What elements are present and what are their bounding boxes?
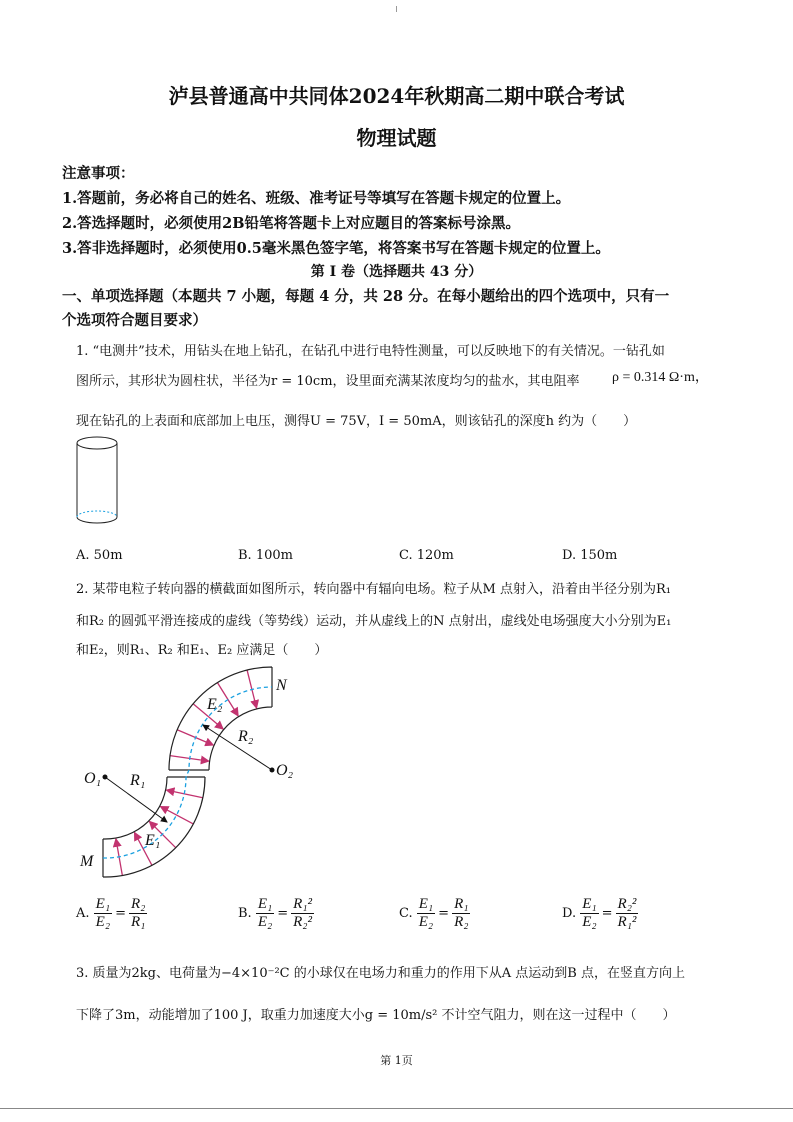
- section-heading: 一、单项选择题（本题共 7 小题，每题 4 分，共 28 分。在每小题给出的四个选项中，只有一: [62, 288, 670, 305]
- exam-subtitle: 物理试题: [356, 126, 437, 150]
- exam-title: 泸县普通高中共同体2024年秋期高二期中联合考试: [168, 84, 625, 108]
- label-o1: O₁: [84, 770, 102, 787]
- label-e2: E₂: [207, 696, 223, 713]
- page-bottom-line: [0, 1108, 793, 1109]
- fraction-r: [129, 896, 147, 931]
- notice-item: 3.答非选择题时，必须使用0.5毫米黑色签字笔，将答案书写在答题卡规定的位置上。: [62, 240, 610, 257]
- denominator: R₂: [454, 914, 469, 930]
- page-number: 第 1页: [380, 1054, 413, 1067]
- numerator: R₂: [130, 896, 146, 912]
- denominator: E₂: [95, 914, 111, 930]
- q1-text: 1. “电测井”技术，用钻头在地上钻孔，在钻孔中进行电特性测量，可以反映地下的有关情况。一钻孔如: [76, 344, 665, 359]
- numerator: R₁: [454, 896, 469, 912]
- q1-text: 图所示，其形状为圆柱状，半径为r = 10cm，设里面充满某浓度均匀的盐水，其电阻率: [76, 374, 580, 389]
- denominator: R₁²: [617, 914, 637, 930]
- denominator: E₂: [418, 914, 434, 930]
- q2-option-a[interactable]: A. $\frac{\text{E₁}}{\text{E₂}}$ = $\frac{\text{R₂}}{\text{R₁}}$: [76, 896, 146, 930]
- q2-option-c[interactable]: C. $\frac{\text{E₁}}{\text{E₂}}$ = $\frac{\text{R₁}}{\text{R₂}}$: [399, 896, 469, 930]
- q2-text: 2. 某带电粒子转向器的横截面如图所示，转向器中有辐向电场。粒子从M 点射入，沿着由半径分别为R₁: [76, 582, 671, 597]
- lower-arc: [103, 777, 205, 877]
- label-n: N: [276, 677, 287, 694]
- volume-heading: 第 I 卷（选择题共 43 分）: [310, 264, 483, 280]
- notice-item: 1.答题前，务必将自己的姓名、班级、准考证号等填写在答题卡规定的位置上。: [62, 190, 571, 207]
- fraction-e: [256, 896, 274, 931]
- upper-arc: [169, 667, 272, 770]
- denominator: R₁: [130, 914, 146, 930]
- q3-text: 下降了3m，动能增加了100 J，取重力加速度大小g = 10m/s² 不计空气阻力，则在这一过程中（ ）: [76, 1008, 676, 1023]
- fraction-e: [94, 896, 112, 931]
- q1-resistivity: ρ = 0.314 Ω·m，: [612, 370, 709, 385]
- denominator: E₂: [257, 914, 273, 930]
- q1-option-c[interactable]: C. 120m: [399, 548, 454, 563]
- numerator: E₁: [95, 896, 111, 912]
- fraction-r: [616, 896, 639, 931]
- numerator: E₁: [582, 896, 597, 912]
- notice-heading: 注意事项：: [62, 165, 135, 182]
- option-label: A.: [76, 906, 90, 921]
- label-e1: E₁: [145, 832, 161, 849]
- q2-option-b[interactable]: B. $\frac{\text{E₁}}{\text{E₂}}$ = $\frac{\text{R₁²}}{\text{R₂²}}$: [238, 896, 312, 930]
- numerator: R₂²: [617, 896, 637, 912]
- fraction-r: [452, 896, 470, 931]
- q2-text: 和E₂，则R₁、R₂ 和E₁、E₂ 应满足（ ）: [76, 643, 328, 658]
- section-heading-cont: 个选项符合题目要求）: [62, 312, 207, 329]
- fraction-e: [580, 896, 598, 931]
- option-label: D.: [562, 906, 577, 921]
- denominator: R₂²: [293, 914, 312, 930]
- label-o2: O₂: [276, 762, 294, 779]
- q3-text: 3. 质量为2kg、电荷量为−4×10⁻²C 的小球仅在电场力和重力的作用下从A 点运动到B 点，在竖直方向上: [76, 966, 685, 981]
- q1-option-d[interactable]: D. 150m: [562, 548, 618, 563]
- option-label: C.: [399, 906, 413, 921]
- notice-item: 2.答选择题时，必须使用2B铅笔将答题卡上对应题目的答案标号涂黑。: [62, 215, 520, 232]
- numerator: E₁: [418, 896, 434, 912]
- q1-option-a[interactable]: A. 50m: [76, 548, 123, 563]
- option-label: B.: [238, 906, 252, 921]
- label-m: M: [80, 853, 94, 870]
- denominator: E₂: [582, 914, 597, 930]
- q1-text: 现在钻孔的上表面和底部加上电压，测得U = 75V，I = 50mA，则该钻孔的深度h 约为（ ）: [76, 414, 637, 429]
- fraction-r: [291, 896, 314, 931]
- fraction-e: [417, 896, 435, 931]
- label-r2: R₂: [238, 728, 254, 745]
- q2-text: 和R₂ 的圆弧平滑连接成的虚线（等势线）运动，并从虚线上的N 点射出，虚线处电场强度大小分别为E₁: [76, 614, 672, 629]
- q2-option-d[interactable]: D. $\frac{\text{E₁}}{\text{E₂}}$ = $\frac{\text{R₂²}}{\text{R₁²}}$: [562, 896, 637, 930]
- numerator: E₁: [257, 896, 273, 912]
- q1-option-b[interactable]: B. 100m: [238, 548, 293, 563]
- label-r1: R₁: [130, 772, 146, 789]
- numerator: R₁²: [293, 896, 312, 912]
